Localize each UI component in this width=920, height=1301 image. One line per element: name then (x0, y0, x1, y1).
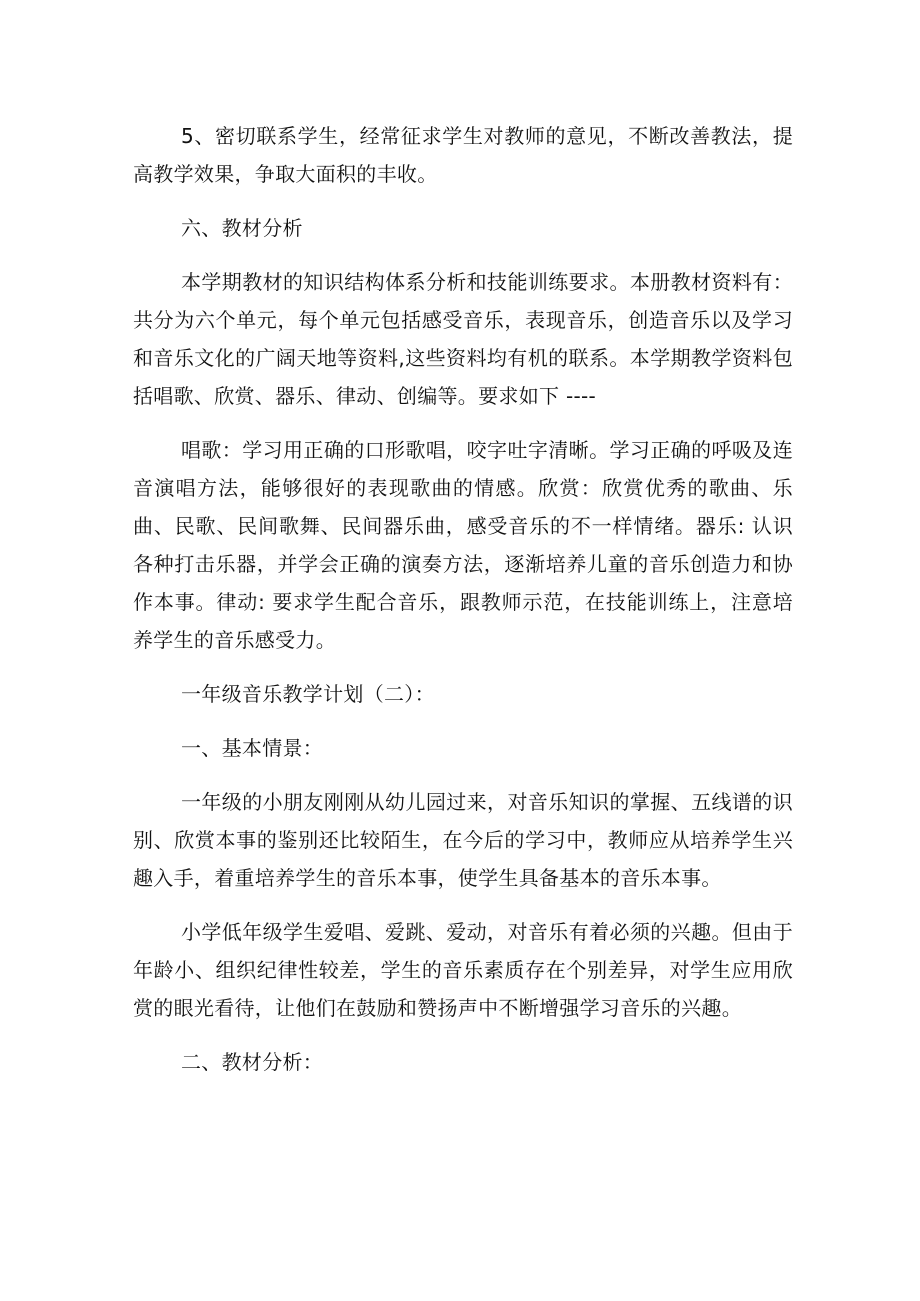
paragraph-first-graders: 一年级的小朋友刚刚从幼儿园过来，对音乐知识的掌握、五线谱的识别、欣赏本事的鉴别还比较陌生，在今后的学习中，教师应从培养学生兴趣入手，着重培养学生的音乐本事，使学生具备基本的音乐本事。 (133, 790, 793, 890)
paragraph-teaching-point-5: 5、密切联系学生，经常征求学生对教师的意见，不断改善教法，提高教学效果，争取大面积的丰收。 (133, 124, 793, 186)
paragraph-textbook-overview: 本学期教材的知识结构体系分析和技能训练要求。本册教材资料有：共分为六个单元，每个单元包括感受音乐，表现音乐，创造音乐以及学习和音乐文化的广阔天地等资料,这些资料均有机的联系。本学期教学资料包括唱歌、欣赏、器乐、律动、创编等。要求如下 ---- (133, 270, 793, 408)
heading-textbook-analysis: 六、教材分析 (181, 216, 303, 240)
document-body (133, 117, 793, 1097)
paragraph-requirements: 唱歌：学习用正确的口形歌唱，咬字吐字清晰。学习正确的呼吸及连音演唱方法，能够很好的表现歌曲的情感。欣赏：欣赏优秀的歌曲、乐曲、民歌、民间歌舞、民间器乐曲，感受音乐的不一样情绪。器乐: 认识各种打击乐器，并学会正确的演奏方法，逐渐培养儿童的音乐创造力和协作本事。律动: 要求学生配合音乐，跟教师示范，在技能训练上，注意培养学生的音乐感受力。 (133, 438, 793, 652)
heading-basic-situation: 一、基本情景： (181, 736, 324, 760)
heading-plan-two: 一年级音乐教学计划（二）： (181, 682, 435, 706)
heading-textbook-analysis-2: 二、教材分析： (181, 1050, 324, 1074)
paragraph-lower-grade-students: 小学低年级学生爱唱、爱跳、爱动，对音乐有着必须的兴趣。但由于年龄小、组织纪律性较差，学生的音乐素质存在个别差异，对学生应用欣赏的眼光看待，让他们在鼓励和赞扬声中不断增强学习音乐的兴趣。 (133, 920, 793, 1020)
